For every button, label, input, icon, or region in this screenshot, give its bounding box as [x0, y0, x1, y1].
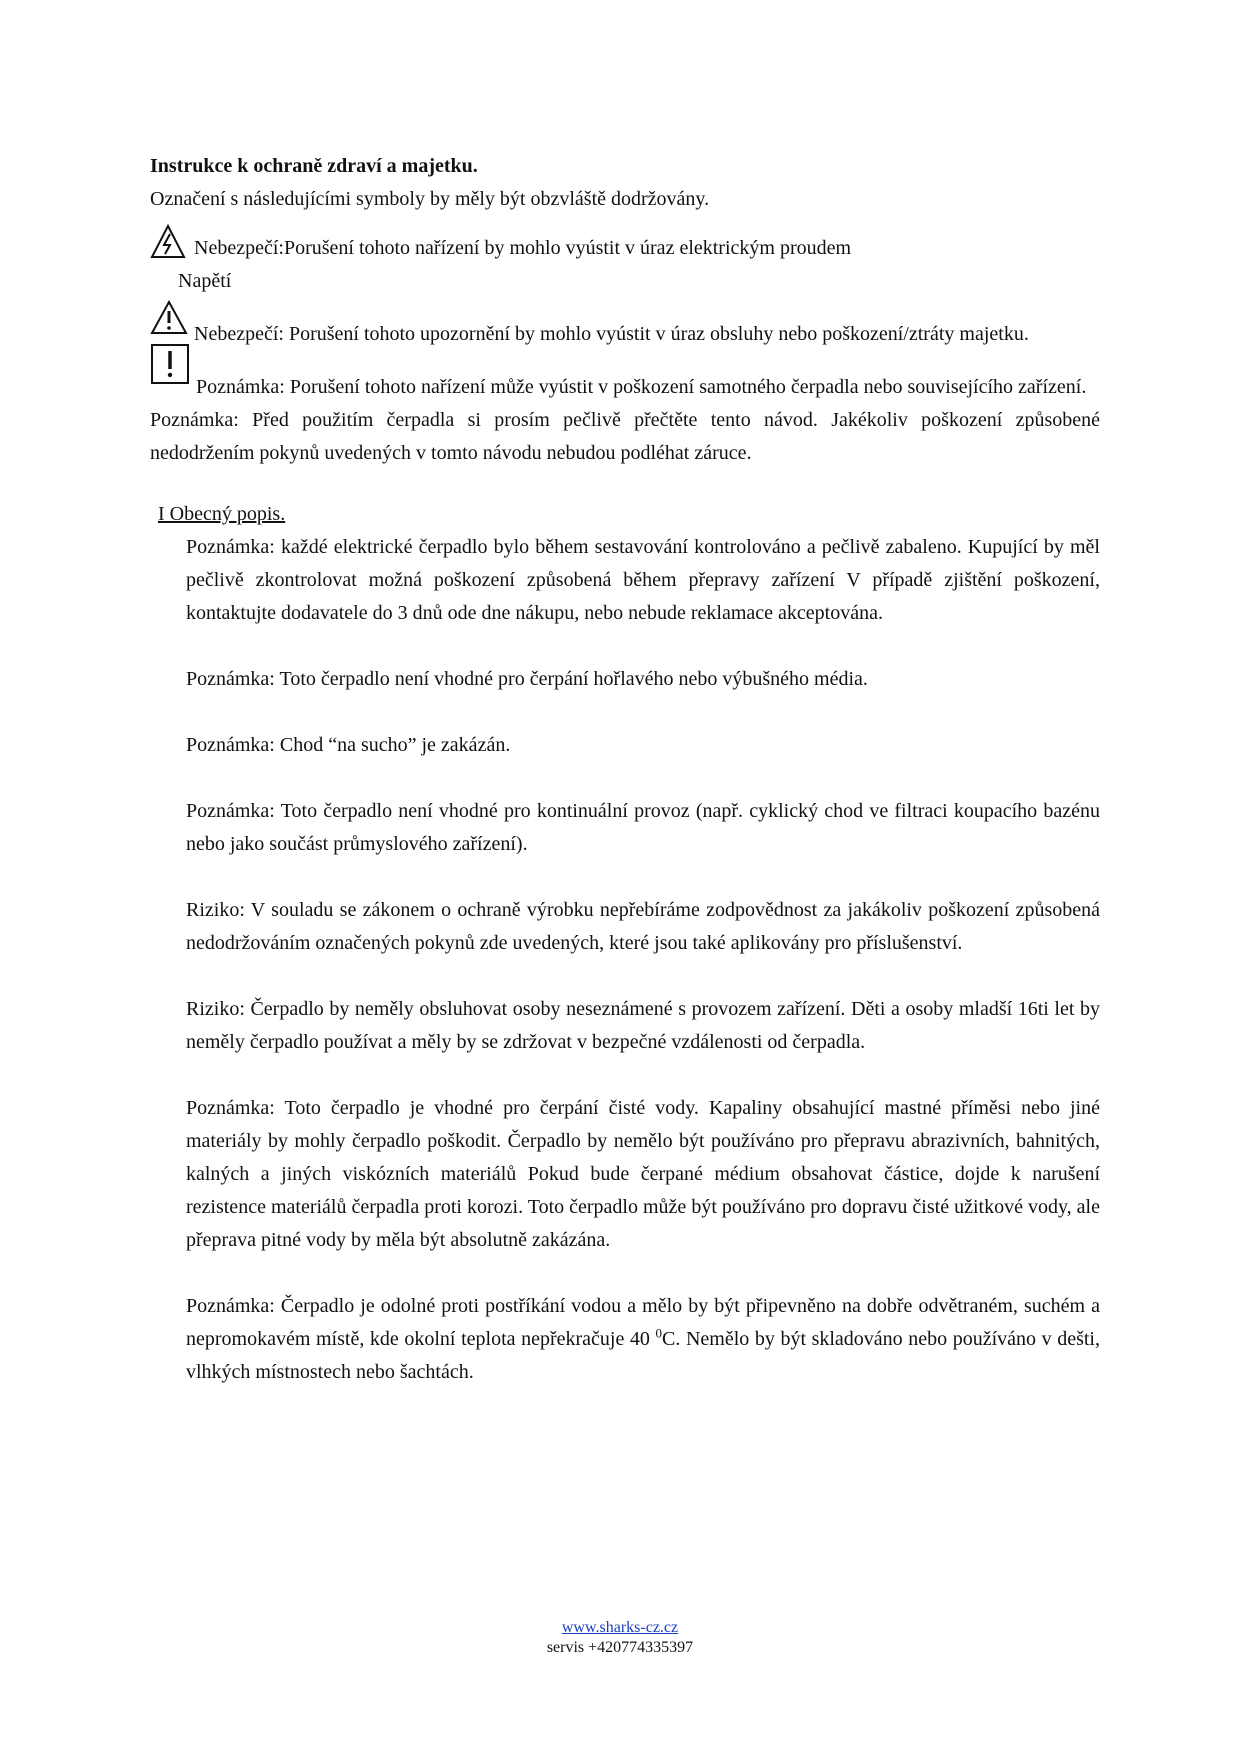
warning-general-text: Nebezpečí: Porušení tohoto upozornění by mohlo vyústit v úraz obsluhy nebo poškození/ztráty majetku. [194, 323, 1029, 345]
page-footer [0, 1618, 1240, 1658]
warning-note [150, 371, 1100, 404]
exclamation-box-icon [150, 343, 190, 385]
website-link[interactable]: www.sharks-cz.cz [561, 1619, 679, 1636]
note-item: Poznámka: Toto čerpadlo je vhodné pro čerpání čisté vody. Kapaliny obsahující mastné příměsi nebo jiné materiály by mohly čerpadlo poškodit. Čerpadlo by nemělo být používáno pro přepravu abrazivních, bahnitých, kalných a jiných viskózních materiálů Pokud bude čerpané médium obsahovat částice, dojde k narušení rezistence materiálů čerpadla proti korozi. Toto čerpadlo může být používáno pro dopravu čisté užitkové vody, ale přeprava pitné vody by měla být absolutně zakázána. [186, 1097, 1100, 1251]
warning-general [150, 318, 1100, 351]
warning-electric [150, 232, 1100, 298]
electric-hazard-icon [150, 224, 186, 260]
note-item: Poznámka: Toto čerpadlo není vhodné pro čerpání hořlavého nebo výbušného média. [186, 668, 868, 690]
section-heading: I Obecný popis. [158, 503, 286, 525]
note-temp-after: C. Nemělo by být skladováno nebo používáno v dešti, vlhkých místnostech nebo šachtách. [186, 1328, 1100, 1383]
note-item-temperature [186, 1290, 1100, 1389]
page-subtitle: Označení s následujícími symboly by měly být obzvláště dodržovány. [150, 188, 710, 210]
note-item: Poznámka: každé elektrické čerpadlo bylo během sestavování kontrolováno a pečlivě zabaleno. Kupující by měl pečlivě zkontrolovat možná poškození způsobená během přepravy zařízení V případě zjištění poškození, kontaktujte dodavatele do 3 dnů ode dne nákupu, nebo nebude reklamace akceptována. [186, 536, 1100, 624]
warning-triangle-icon [150, 300, 188, 336]
note-item: Riziko: Čerpadlo by neměly obsluhovat osoby neseznámené s provozem zařízení. Děti a osoby mladší 16ti let by neměly čerpadlo používat a měly by se zdržovat v bezpečné vzdálenosti od čerpadla. [186, 998, 1100, 1053]
page-title: Instrukce k ochraně zdraví a majetku. [150, 155, 478, 177]
notes-list [186, 531, 1100, 1389]
degree-superscript: 0 [655, 1325, 663, 1341]
warning-note-text: Poznámka: Porušení tohoto nařízení může vyústit v poškození samotného čerpadla nebo souvisejícího zařízení. [196, 376, 1087, 398]
note-item: Poznámka: Chod “na sucho” je zakázán. [186, 734, 511, 756]
intro-section [150, 150, 1100, 470]
note-item: Poznámka: Toto čerpadlo není vhodné pro kontinuální provoz (např. cyklický chod ve filtraci koupacího bazénu nebo jako součást průmyslového zařízení). [186, 800, 1100, 855]
general-note: Poznámka: Před použitím čerpadla si prosím pečlivě přečtěte tento návod. Jakékoliv poškození způsobené nedodržením pokynů uvedených v tomto návodu nebudou podléhat záruce. [150, 409, 1100, 464]
note-temp-before: Poznámka: Čerpadlo je odolné proti postříkání vodou a mělo by být připevněno na dobře odvětraném, suchém a nepromokavém místě, kde okolní teplota nepřekračuje 40 [186, 1295, 1100, 1350]
page-content [150, 150, 1100, 1389]
note-item: Riziko: V souladu se zákonem o ochraně výrobku nepřebíráme zodpovědnost za jakákoliv poškození způsobená nedodržováním označených pokynů zde uvedených, které jsou také aplikovány pro příslušenství. [186, 899, 1100, 954]
service-phone: servis +420774335397 [546, 1639, 694, 1656]
warning-electric-text: Nebezpečí:Porušení tohoto nařízení by mohlo vyústit v úraz elektrickým proudem [194, 237, 852, 259]
warning-electric-label: Napětí [178, 270, 232, 292]
